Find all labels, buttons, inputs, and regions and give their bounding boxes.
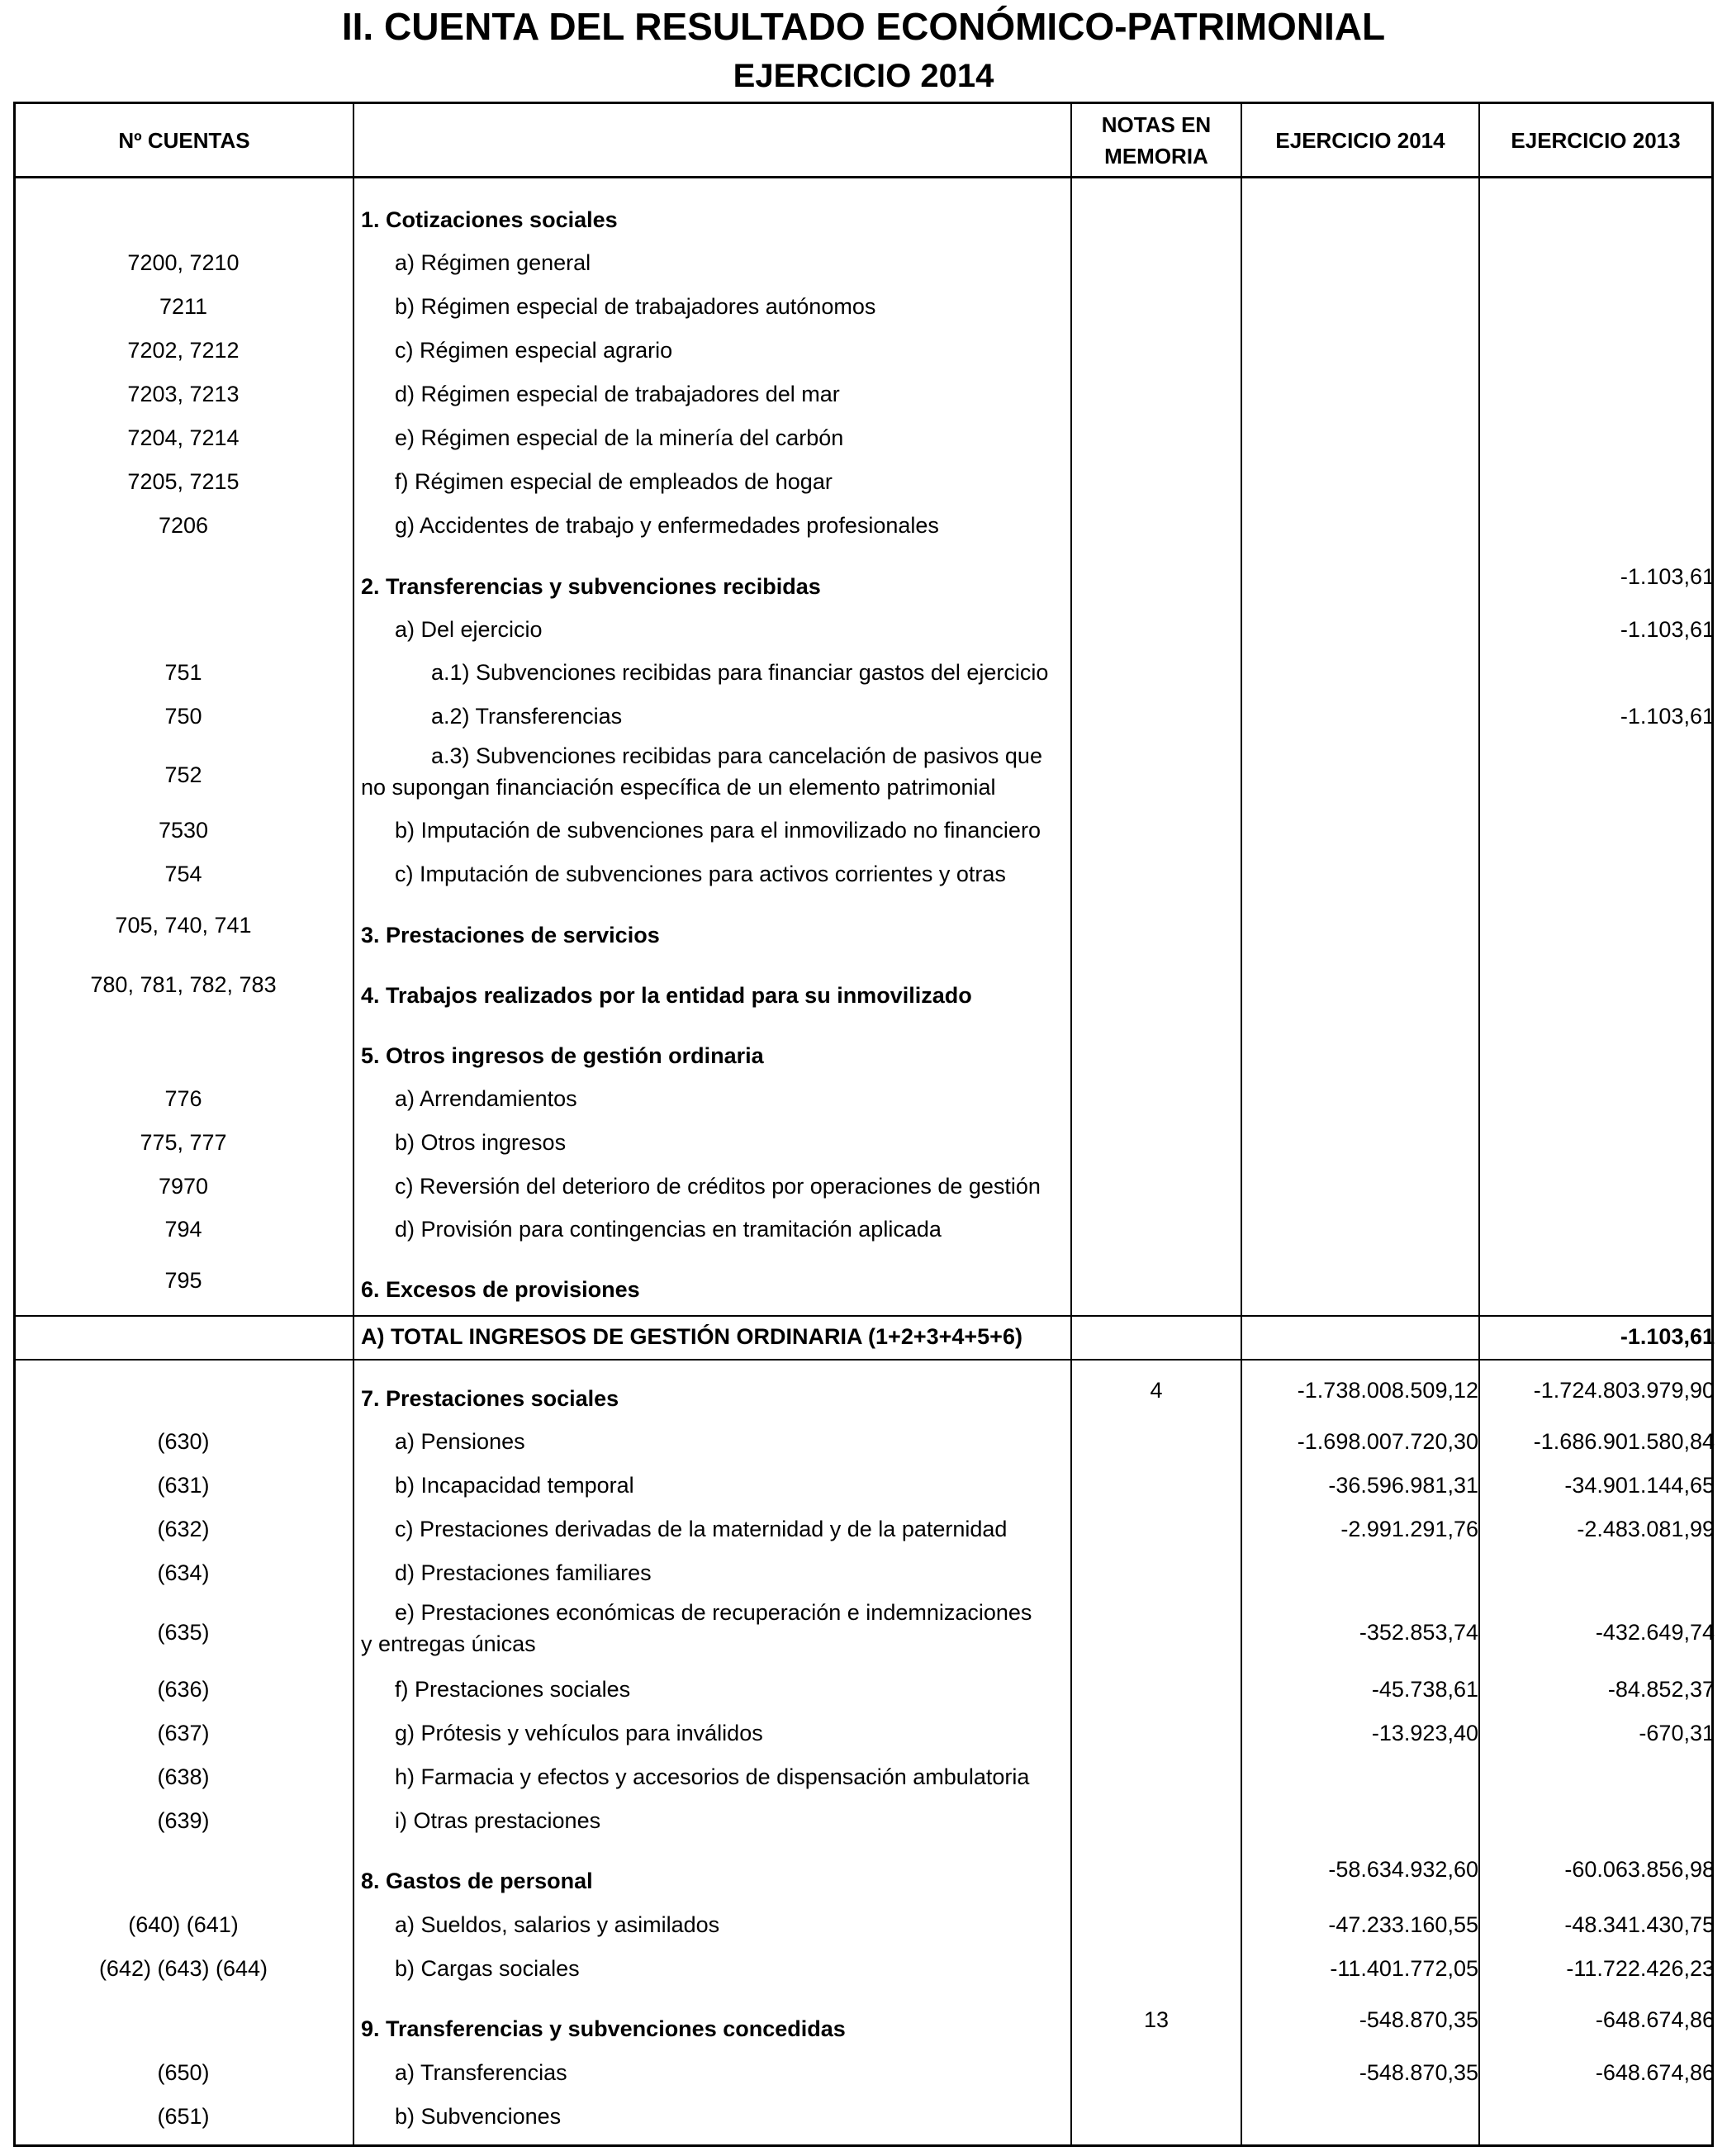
row-value-2014: -11.401.772,05	[1330, 1956, 1478, 1981]
row-value-2014: -36.596.981,31	[1328, 1473, 1478, 1498]
row-label: 8. Gastos de personal	[361, 1869, 593, 1893]
row-value-2013: -60.063.856,98	[1564, 1857, 1715, 1882]
row-account: 7970	[158, 1174, 209, 1199]
row-value-2014: -13.923,40	[1371, 1721, 1478, 1745]
row-value-2014: -1.698.007.720,30	[1297, 1429, 1478, 1454]
row-account: (642) (643) (644)	[98, 1956, 268, 1981]
row-value-2013: -432.649,74	[1595, 1620, 1715, 1645]
row-value-2014: -47.233.160,55	[1328, 1912, 1478, 1937]
row-account: 7203, 7213	[127, 382, 240, 406]
header-ejercicio-2013: EJERCICIO 2013	[1511, 128, 1681, 153]
row-label: d) Provisión para contingencias en tramitación aplicada	[395, 1217, 942, 1242]
row-label: 1. Cotizaciones sociales	[361, 207, 618, 232]
row-account: (638)	[157, 1764, 210, 1789]
row-label: i) Otras prestaciones	[395, 1808, 601, 1833]
header-notas-line2: MEMORIA	[1104, 144, 1208, 169]
row-account: 794	[164, 1217, 202, 1242]
row-value-2014: -548.870,35	[1359, 2060, 1478, 2085]
row-account: 7204, 7214	[127, 425, 240, 450]
row-label: b) Cargas sociales	[395, 1956, 580, 1981]
row-value-2013: -1.103,61	[1620, 564, 1715, 589]
row-label: a) Arrendamientos	[395, 1086, 577, 1111]
row-account: 780, 781, 782, 783	[90, 972, 277, 997]
row-label: e) Régimen especial de la minería del carbón	[395, 425, 844, 450]
row-account: 7206	[158, 513, 209, 538]
row-account: 754	[164, 862, 202, 886]
row-value-2014: -45.738,61	[1371, 1677, 1478, 1702]
row-label: f) Prestaciones sociales	[395, 1677, 631, 1702]
row-label: 9. Transferencias y subvenciones concedidas	[361, 2016, 846, 2041]
row-account: 7200, 7210	[127, 250, 240, 275]
row-label: b) Incapacidad temporal	[395, 1473, 634, 1498]
row-label: b) Subvenciones	[395, 2104, 562, 2129]
row-label: a) Pensiones	[395, 1429, 525, 1454]
page-subtitle: EJERCICIO 2014	[733, 58, 994, 94]
row-label: a) Transferencias	[395, 2060, 567, 2085]
row-value-2013: -1.103,61	[1620, 1324, 1715, 1349]
column-divider	[353, 102, 354, 2147]
row-label: c) Régimen especial agrario	[395, 338, 673, 363]
row-value-2013: -670,31	[1639, 1721, 1715, 1745]
column-divider	[1478, 102, 1480, 2147]
row-value-2013: -1.686.901.580,84	[1533, 1429, 1715, 1454]
row-value-2014: -58.634.932,60	[1328, 1857, 1478, 1882]
row-label: 5. Otros ingresos de gestión ordinaria	[361, 1043, 764, 1068]
row-account: 750	[164, 704, 202, 729]
row-label: a.3) Subvenciones recibidas para cancelación de pasivos que	[431, 743, 1042, 768]
row-account: (630)	[157, 1429, 210, 1454]
header-notas-line1: NOTAS EN	[1101, 112, 1212, 137]
row-account: 776	[164, 1086, 202, 1111]
row-account: (635)	[157, 1620, 210, 1645]
row-value-2013: -1.103,61	[1620, 617, 1715, 642]
row-value-2013: -648.674,86	[1595, 2007, 1715, 2032]
row-notes: 4	[1150, 1378, 1163, 1403]
row-label: 2. Transferencias y subvenciones recibidas	[361, 574, 821, 599]
row-value-2013: -11.722.426,23	[1566, 1956, 1715, 1981]
row-value-2013: -1.103,61	[1620, 704, 1715, 729]
row-value-2013: -48.341.430,75	[1564, 1912, 1715, 1937]
row-account: (636)	[157, 1677, 210, 1702]
row-label: a.2) Transferencias	[431, 704, 623, 729]
row-label: 6. Excesos de provisiones	[361, 1277, 640, 1302]
row-account: (632)	[157, 1517, 210, 1541]
row-account: 752	[164, 762, 202, 787]
row-label: c) Reversión del deterioro de créditos por operaciones de gestión	[395, 1174, 1041, 1199]
row-account: 795	[164, 1268, 202, 1293]
row-account: (637)	[157, 1721, 210, 1745]
row-label: h) Farmacia y efectos y accesorios de dispensación ambulatoria	[395, 1764, 1030, 1789]
row-account: (640) (641)	[128, 1912, 239, 1937]
row-label: a) Régimen general	[395, 250, 591, 275]
total-row-top-border	[13, 1315, 1714, 1317]
row-value-2013: -648.674,86	[1595, 2060, 1715, 2085]
row-account: (634)	[157, 1560, 210, 1585]
row-account: 7205, 7215	[127, 469, 240, 494]
page-title: II. CUENTA DEL RESULTADO ECONÓMICO-PATRIMONIAL	[341, 5, 1386, 48]
row-label: a) Sueldos, salarios y asimilados	[395, 1912, 720, 1937]
row-label: 4. Trabajos realizados por la entidad para su inmovilizado	[361, 983, 972, 1008]
row-value-2013: -2.483.081,99	[1577, 1517, 1715, 1541]
row-account: 7202, 7212	[127, 338, 240, 363]
row-notes: 13	[1143, 2007, 1170, 2032]
column-divider	[1070, 102, 1072, 2147]
row-account: 775, 777	[140, 1130, 227, 1155]
header-ejercicio-2014: EJERCICIO 2014	[1275, 128, 1445, 153]
row-label: d) Prestaciones familiares	[395, 1560, 652, 1585]
row-account: (651)	[157, 2104, 210, 2129]
row-label: c) Prestaciones derivadas de la maternidad y de la paternidad	[395, 1517, 1008, 1541]
row-value-2013: -84.852,37	[1607, 1677, 1715, 1702]
row-account: 7211	[159, 294, 208, 319]
row-label: A) TOTAL INGRESOS DE GESTIÓN ORDINARIA (1+2+3+4+5+6)	[361, 1324, 1022, 1349]
row-value-2013: -1.724.803.979,90	[1533, 1378, 1715, 1403]
column-divider	[1241, 102, 1242, 2147]
row-label: g) Accidentes de trabajo y enfermedades profesionales	[395, 513, 939, 538]
header-cuentas: Nº CUENTAS	[118, 128, 250, 153]
row-account: (650)	[157, 2060, 210, 2085]
row-label: e) Prestaciones económicas de recuperación e indemnizaciones	[395, 1600, 1032, 1625]
total-row-bottom-border	[13, 1359, 1714, 1361]
row-account: 751	[164, 660, 202, 685]
header-notas	[1072, 104, 1241, 177]
row-account: 705, 740, 741	[115, 913, 252, 938]
row-label-continuation: y entregas únicas	[361, 1631, 536, 1656]
row-value-2013: -34.901.144,65	[1564, 1473, 1715, 1498]
row-account: (631)	[157, 1473, 210, 1498]
row-label: a.1) Subvenciones recibidas para financiar gastos del ejercicio	[431, 660, 1049, 685]
row-label: b) Régimen especial de trabajadores autónomos	[395, 294, 876, 319]
row-value-2014: -1.738.008.509,12	[1297, 1378, 1478, 1403]
row-value-2014: -548.870,35	[1359, 2007, 1478, 2032]
row-label: f) Régimen especial de empleados de hogar	[395, 469, 833, 494]
row-value-2014: -2.991.291,76	[1340, 1517, 1478, 1541]
row-label: 7. Prestaciones sociales	[361, 1386, 619, 1411]
row-label: c) Imputación de subvenciones para activos corrientes y otras	[395, 862, 1006, 886]
row-label: 3. Prestaciones de servicios	[361, 923, 660, 947]
row-label: a) Del ejercicio	[395, 617, 543, 642]
row-label: b) Otros ingresos	[395, 1130, 567, 1155]
row-account: 7530	[158, 818, 209, 843]
row-value-2014: -352.853,74	[1359, 1620, 1478, 1645]
row-label: d) Régimen especial de trabajadores del mar	[395, 382, 840, 406]
row-account: (639)	[157, 1808, 210, 1833]
row-label-continuation: no supongan financiación específica de un elemento patrimonial	[361, 775, 996, 800]
row-label: g) Prótesis y vehículos para inválidos	[395, 1721, 763, 1745]
row-label: b) Imputación de subvenciones para el inmovilizado no financiero	[395, 818, 1041, 843]
